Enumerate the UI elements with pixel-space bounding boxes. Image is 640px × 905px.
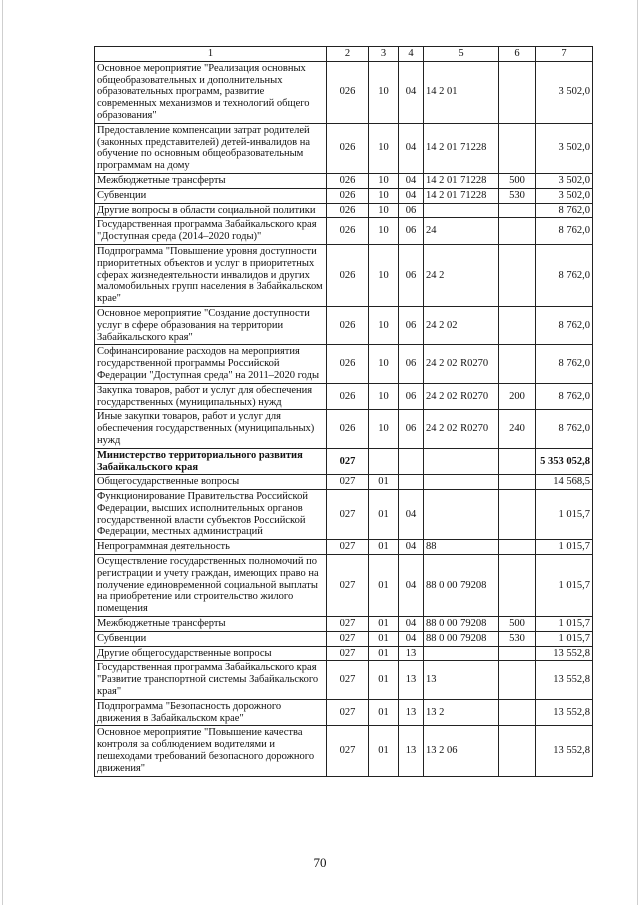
cell-description: Субвенции bbox=[95, 631, 327, 646]
scan-edge-left bbox=[2, 0, 3, 905]
cell-target-article bbox=[424, 475, 499, 490]
cell-section-code: 01 bbox=[369, 540, 399, 555]
cell-ministry-code: 027 bbox=[327, 540, 369, 555]
column-header: 3 bbox=[369, 47, 399, 62]
cell-amount: 8 762,0 bbox=[536, 306, 593, 344]
cell-amount: 13 552,8 bbox=[536, 699, 593, 726]
cell-target-article bbox=[424, 448, 499, 475]
cell-description: Подпрограмма "Повышение уровня доступности приоритетных объектов и услуг в приоритетных сферах жизнедеятельности инвалидов и других маломобильных групп населения в Забайкальском крае" bbox=[95, 244, 327, 306]
table-row bbox=[95, 203, 593, 218]
cell-ministry-code: 027 bbox=[327, 699, 369, 726]
cell-ministry-code: 026 bbox=[327, 173, 369, 188]
cell-section-code: 01 bbox=[369, 617, 399, 632]
cell-expense-type bbox=[499, 218, 536, 245]
column-header: 2 bbox=[327, 47, 369, 62]
cell-expense-type bbox=[499, 203, 536, 218]
cell-description: Непрограммная деятельность bbox=[95, 540, 327, 555]
cell-ministry-code: 026 bbox=[327, 383, 369, 410]
cell-expense-type bbox=[499, 244, 536, 306]
cell-expense-type bbox=[499, 345, 536, 383]
cell-target-article: 88 0 00 79208 bbox=[424, 617, 499, 632]
cell-section-code: 10 bbox=[369, 345, 399, 383]
cell-subsection-code bbox=[399, 475, 424, 490]
cell-description: Подпрограмма "Безопасность дорожного движения в Забайкальском крае" bbox=[95, 699, 327, 726]
cell-ministry-code: 026 bbox=[327, 410, 369, 448]
cell-expense-type bbox=[499, 726, 536, 776]
cell-amount: 8 762,0 bbox=[536, 203, 593, 218]
table-row bbox=[95, 383, 593, 410]
cell-section-code: 10 bbox=[369, 410, 399, 448]
cell-ministry-code: 027 bbox=[327, 646, 369, 661]
cell-ministry-code: 026 bbox=[327, 61, 369, 123]
cell-description: Основное мероприятие "Создание доступности услуг в сфере образования на территории Забайкальского края" bbox=[95, 306, 327, 344]
cell-amount: 14 568,5 bbox=[536, 475, 593, 490]
cell-ministry-code: 027 bbox=[327, 617, 369, 632]
table-row bbox=[95, 173, 593, 188]
cell-amount: 8 762,0 bbox=[536, 410, 593, 448]
table-row bbox=[95, 490, 593, 540]
cell-ministry-code: 027 bbox=[327, 490, 369, 540]
scan-edge-right bbox=[637, 0, 638, 905]
cell-expense-type bbox=[499, 475, 536, 490]
cell-description: Государственная программа Забайкальского края "Развитие транспортной системы Забайкальского края" bbox=[95, 661, 327, 699]
cell-subsection-code: 04 bbox=[399, 555, 424, 617]
cell-section-code: 10 bbox=[369, 173, 399, 188]
cell-subsection-code bbox=[399, 448, 424, 475]
cell-expense-type: 200 bbox=[499, 383, 536, 410]
cell-section-code: 01 bbox=[369, 555, 399, 617]
cell-ministry-code: 027 bbox=[327, 448, 369, 475]
cell-target-article: 88 bbox=[424, 540, 499, 555]
cell-description: Общегосударственные вопросы bbox=[95, 475, 327, 490]
cell-amount: 3 502,0 bbox=[536, 173, 593, 188]
cell-subsection-code: 13 bbox=[399, 699, 424, 726]
column-header: 7 bbox=[536, 47, 593, 62]
cell-description: Межбюджетные трансферты bbox=[95, 617, 327, 632]
table-row bbox=[95, 631, 593, 646]
table-row bbox=[95, 188, 593, 203]
cell-description: Межбюджетные трансферты bbox=[95, 173, 327, 188]
cell-subsection-code: 06 bbox=[399, 203, 424, 218]
cell-ministry-code: 027 bbox=[327, 726, 369, 776]
table-row bbox=[95, 218, 593, 245]
cell-amount: 3 502,0 bbox=[536, 123, 593, 173]
cell-section-code: 01 bbox=[369, 475, 399, 490]
cell-ministry-code: 026 bbox=[327, 203, 369, 218]
cell-amount: 8 762,0 bbox=[536, 244, 593, 306]
column-header: 6 bbox=[499, 47, 536, 62]
cell-subsection-code: 06 bbox=[399, 306, 424, 344]
cell-subsection-code: 04 bbox=[399, 173, 424, 188]
cell-description: Другие общегосударственные вопросы bbox=[95, 646, 327, 661]
table-row bbox=[95, 448, 593, 475]
cell-section-code: 10 bbox=[369, 203, 399, 218]
cell-description: Государственная программа Забайкальского края "Доступная среда (2014–2020 годы)" bbox=[95, 218, 327, 245]
cell-ministry-code: 026 bbox=[327, 345, 369, 383]
cell-expense-type: 500 bbox=[499, 173, 536, 188]
cell-target-article: 24 2 02 R0270 bbox=[424, 383, 499, 410]
cell-target-article: 14 2 01 bbox=[424, 61, 499, 123]
table-row bbox=[95, 410, 593, 448]
table-row bbox=[95, 123, 593, 173]
table-row bbox=[95, 646, 593, 661]
table-row bbox=[95, 726, 593, 776]
table-row bbox=[95, 475, 593, 490]
table-row bbox=[95, 244, 593, 306]
cell-section-code: 10 bbox=[369, 123, 399, 173]
column-header: 1 bbox=[95, 47, 327, 62]
cell-subsection-code: 06 bbox=[399, 345, 424, 383]
cell-description: Другие вопросы в области социальной политики bbox=[95, 203, 327, 218]
cell-subsection-code: 04 bbox=[399, 123, 424, 173]
table-row bbox=[95, 555, 593, 617]
cell-description: Софинансирование расходов на мероприятия государственной программы Российской Федерации "Доступная среда" на 2011–2020 годы bbox=[95, 345, 327, 383]
cell-amount: 1 015,7 bbox=[536, 555, 593, 617]
cell-amount: 8 762,0 bbox=[536, 383, 593, 410]
cell-expense-type: 500 bbox=[499, 617, 536, 632]
cell-amount: 13 552,8 bbox=[536, 646, 593, 661]
cell-ministry-code: 026 bbox=[327, 306, 369, 344]
cell-target-article: 88 0 00 79208 bbox=[424, 555, 499, 617]
cell-expense-type bbox=[499, 123, 536, 173]
table-row bbox=[95, 699, 593, 726]
cell-expense-type: 240 bbox=[499, 410, 536, 448]
cell-target-article bbox=[424, 646, 499, 661]
cell-subsection-code: 04 bbox=[399, 540, 424, 555]
cell-expense-type bbox=[499, 646, 536, 661]
cell-amount: 1 015,7 bbox=[536, 540, 593, 555]
cell-expense-type bbox=[499, 555, 536, 617]
table-header-row bbox=[95, 47, 593, 62]
cell-ministry-code: 027 bbox=[327, 631, 369, 646]
table-row bbox=[95, 306, 593, 344]
cell-amount: 13 552,8 bbox=[536, 726, 593, 776]
cell-description: Субвенции bbox=[95, 188, 327, 203]
cell-ministry-code: 026 bbox=[327, 188, 369, 203]
cell-ministry-code: 026 bbox=[327, 218, 369, 245]
cell-target-article: 24 2 02 bbox=[424, 306, 499, 344]
cell-subsection-code: 06 bbox=[399, 244, 424, 306]
cell-section-code: 01 bbox=[369, 490, 399, 540]
cell-target-article: 14 2 01 71228 bbox=[424, 188, 499, 203]
cell-section-code: 01 bbox=[369, 631, 399, 646]
cell-amount: 5 353 052,8 bbox=[536, 448, 593, 475]
cell-subsection-code: 06 bbox=[399, 410, 424, 448]
cell-description: Функционирование Правительства Российской Федерации, высших исполнительных органов государственной власти субъектов Российской Федерации, местных администраций bbox=[95, 490, 327, 540]
cell-target-article bbox=[424, 203, 499, 218]
cell-expense-type bbox=[499, 699, 536, 726]
cell-subsection-code: 04 bbox=[399, 617, 424, 632]
cell-description: Основное мероприятие "Повышение качества контроля за соблюдением водителями и пешеходами требований безопасного дорожного движения" bbox=[95, 726, 327, 776]
table-row bbox=[95, 617, 593, 632]
table-row bbox=[95, 61, 593, 123]
cell-section-code: 01 bbox=[369, 699, 399, 726]
cell-subsection-code: 04 bbox=[399, 490, 424, 540]
table-row bbox=[95, 345, 593, 383]
cell-subsection-code: 13 bbox=[399, 646, 424, 661]
table-body bbox=[95, 61, 593, 776]
cell-target-article: 13 2 bbox=[424, 699, 499, 726]
cell-ministry-code: 026 bbox=[327, 244, 369, 306]
cell-expense-type: 530 bbox=[499, 188, 536, 203]
page-number: 70 bbox=[313, 855, 327, 870]
cell-expense-type bbox=[499, 306, 536, 344]
cell-ministry-code: 027 bbox=[327, 555, 369, 617]
cell-expense-type bbox=[499, 61, 536, 123]
cell-ministry-code: 026 bbox=[327, 123, 369, 173]
cell-subsection-code: 06 bbox=[399, 218, 424, 245]
cell-amount: 1 015,7 bbox=[536, 617, 593, 632]
cell-amount: 3 502,0 bbox=[536, 61, 593, 123]
cell-expense-type bbox=[499, 661, 536, 699]
cell-section-code: 01 bbox=[369, 661, 399, 699]
cell-expense-type bbox=[499, 540, 536, 555]
cell-amount: 1 015,7 bbox=[536, 631, 593, 646]
budget-table bbox=[94, 46, 593, 777]
cell-ministry-code: 027 bbox=[327, 661, 369, 699]
cell-target-article: 24 2 02 R0270 bbox=[424, 345, 499, 383]
cell-section-code: 10 bbox=[369, 244, 399, 306]
column-header: 4 bbox=[399, 47, 424, 62]
cell-target-article: 88 0 00 79208 bbox=[424, 631, 499, 646]
cell-section-code: 01 bbox=[369, 646, 399, 661]
cell-subsection-code: 13 bbox=[399, 726, 424, 776]
cell-amount: 13 552,8 bbox=[536, 661, 593, 699]
cell-target-article: 24 2 bbox=[424, 244, 499, 306]
cell-description: Министерство территориального развития Забайкальского края bbox=[95, 448, 327, 475]
table-row bbox=[95, 661, 593, 699]
cell-description: Осуществление государственных полномочий по регистрации и учету граждан, имеющих право на получение единовременной социальной выплаты на приобретение или строительство жилого помещения bbox=[95, 555, 327, 617]
cell-subsection-code: 04 bbox=[399, 631, 424, 646]
cell-target-article: 24 2 02 R0270 bbox=[424, 410, 499, 448]
cell-target-article: 14 2 01 71228 bbox=[424, 123, 499, 173]
cell-section-code: 01 bbox=[369, 726, 399, 776]
cell-ministry-code: 027 bbox=[327, 475, 369, 490]
cell-expense-type bbox=[499, 448, 536, 475]
cell-target-article: 13 2 06 bbox=[424, 726, 499, 776]
cell-amount: 8 762,0 bbox=[536, 218, 593, 245]
cell-section-code: 10 bbox=[369, 306, 399, 344]
cell-section-code: 10 bbox=[369, 188, 399, 203]
cell-target-article: 24 bbox=[424, 218, 499, 245]
cell-target-article: 13 bbox=[424, 661, 499, 699]
cell-expense-type: 530 bbox=[499, 631, 536, 646]
cell-subsection-code: 04 bbox=[399, 188, 424, 203]
cell-amount: 8 762,0 bbox=[536, 345, 593, 383]
cell-subsection-code: 06 bbox=[399, 383, 424, 410]
cell-subsection-code: 04 bbox=[399, 61, 424, 123]
cell-expense-type bbox=[499, 490, 536, 540]
table-row bbox=[95, 540, 593, 555]
cell-amount: 1 015,7 bbox=[536, 490, 593, 540]
cell-section-code bbox=[369, 448, 399, 475]
cell-section-code: 10 bbox=[369, 61, 399, 123]
cell-description: Иные закупки товаров, работ и услуг для обеспечения государственных (муниципальных) нужд bbox=[95, 410, 327, 448]
cell-subsection-code: 13 bbox=[399, 661, 424, 699]
cell-target-article: 14 2 01 71228 bbox=[424, 173, 499, 188]
cell-amount: 3 502,0 bbox=[536, 188, 593, 203]
column-header: 5 bbox=[424, 47, 499, 62]
cell-description: Основное мероприятие "Реализация основных общеобразовательных и дополнительных образовательных программ, развитие современных механизмов и технологий общего образования" bbox=[95, 61, 327, 123]
cell-section-code: 10 bbox=[369, 218, 399, 245]
cell-description: Закупка товаров, работ и услуг для обеспечения государственных (муниципальных) нужд bbox=[95, 383, 327, 410]
cell-section-code: 10 bbox=[369, 383, 399, 410]
cell-target-article bbox=[424, 490, 499, 540]
cell-description: Предоставление компенсации затрат родителей (законных представителей) детей-инвалидов на обучение по основным общеобразовательным программам на дому bbox=[95, 123, 327, 173]
